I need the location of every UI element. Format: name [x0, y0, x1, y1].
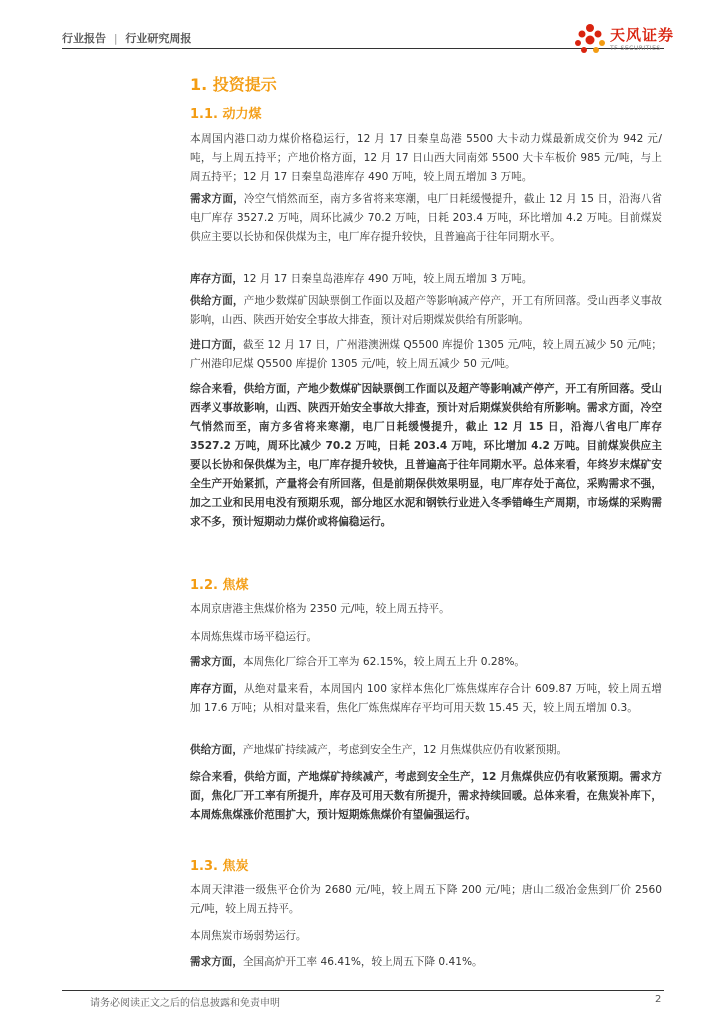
- paragraph: 本周焦炭市场弱势运行。: [190, 930, 307, 942]
- header-category: 行业报告: [62, 32, 106, 45]
- subsection-title-thermal-coal: 1.1. 动力煤: [190, 107, 262, 122]
- subsection-title-coke: 1.3. 焦炭: [190, 859, 249, 874]
- paragraph: 供给方面，产地煤矿持续减产，考虑到安全生产，12 月焦煤供应仍有收紧预期。: [190, 744, 568, 756]
- summary-paragraph: 综合来看，供给方面，产地煤矿持续减产，考虑到安全生产，12 月焦煤供应仍有收紧预期。需求方面，焦化厂开工率有所提升，库存及可用天数有所提升，需求持续回暖。总体来看，在焦炭补库下，本周炼焦煤涨价范围扩大，预计短期炼焦煤价有望偏强运行。: [190, 771, 662, 821]
- paragraph: 进口方面，截至 12 月 17 日，广州港澳洲煤 Q5500 库提价 1305 元/吨，较上周五减少 50 元/吨；广州港印尼煤 Q5500 库提价 1305 元/吨，较上周五减少 50 元/吨。: [190, 339, 663, 370]
- logo-subtitle: TF SECURITIES: [610, 45, 661, 52]
- page-number: 2: [655, 994, 662, 1005]
- paragraph: 需求方面，全国高炉开工率 46.41%，较上周五下降 0.41%。: [190, 956, 483, 968]
- header-separator: |: [113, 32, 118, 45]
- subsection-title-coking-coal: 1.2. 焦煤: [190, 578, 249, 593]
- summary-paragraph: 综合来看，供给方面，产地少数煤矿因缺票倒工作面以及超产等影响减产停产，开工有所回落。受山西孝义事故影响，山西、陕西开始安全事故大排查，预计对后期煤炭供给有所影响。需求方面，冷空气悄然而至，南方多省将来寒潮，电厂日耗缓慢提升，截止 12 月 15 日，沿海八省电厂库存 3527.2 万吨，周环比减少 70.2 万吨，日耗 203.4 万吨，环比增加 4.2 万吨。目前煤炭供应主要以长协和保供煤为主，电厂库存提升较快，且普遍高于往年同期水平。总体来看，年终岁末煤矿安全生产开始紧抓，产量将会有所回落，但是前期保供效果明显，电厂库存处于高位，采购需求不强，加之工业和民用电没有预期乐观，部分地区水泥和钢铁行业进入冬季错峰生产周期，市场煤的采购需求不多，预计短期动力煤价或将偏稳运行。: [190, 383, 662, 528]
- paragraph: 本周国内港口动力煤价格稳运行，12 月 17 日秦皇岛港 5500 大卡动力煤最新成交价为 942 元/吨，与上周五持平；产地价格方面，12 月 17 日山西大同南郊 5500 大卡车板价 985 元/吨，与上周五持平；12 月 17 日秦皇岛港库存 490 万吨，较上周五增加 3 万吨。: [190, 133, 662, 183]
- report-header: [62, 30, 191, 46]
- footer-divider: [62, 990, 664, 991]
- paragraph: 需求方面，冷空气悄然而至，南方多省将来寒潮，电厂日耗缓慢提升，截止 12 月 15 日，沿海八省电厂库存 3527.2 万吨，周环比减少 70.2 万吨，日耗 203.4 万吨，环比增加 4.2 万吨。目前煤炭供应主要以长协和保供煤为主，电厂库存提升较快，且普遍高于往年同期水平。: [190, 193, 663, 243]
- paragraph: 本周天津港一级焦平仓价为 2680 元/吨，较上周五下降 200 元/吨；唐山二级冶金焦到厂价 2560 元/吨，较上周五持平。: [190, 884, 662, 915]
- paragraph: 本周京唐港主焦煤价格为 2350 元/吨，较上周五持平。: [190, 603, 450, 615]
- header-subcategory: 行业研究周报: [125, 32, 192, 45]
- section-title-investment-tips: 1. 投资提示: [190, 75, 277, 94]
- paragraph: 库存方面，从绝对量来看，本周国内 100 家样本焦化厂炼焦煤库存合计 609.87 万吨，较上周五增加 17.6 万吨；从相对量来看，焦化厂炼焦煤库存平均可用天数 15.45 天，较上周五增加 0.3。: [190, 683, 663, 714]
- logo-name: 天风证券: [610, 26, 675, 44]
- paragraph: 库存方面，12 月 17 日秦皇岛港库存 490 万吨，较上周五增加 3 万吨。: [190, 273, 533, 285]
- paragraph: 本周炼焦煤市场平稳运行。: [190, 631, 318, 643]
- paragraph: 供给方面，产地少数煤矿因缺票倒工作面以及超产等影响减产停产，开工有所回落。受山西孝义事故影响，山西、陕西开始安全事故大排查，预计对后期煤炭供给有所影响。: [190, 295, 663, 326]
- paragraph: 需求方面，本周焦化厂综合开工率为 62.15%，较上周五上升 0.28%。: [190, 656, 526, 668]
- footer-disclaimer: 请务必阅读正文之后的信息披露和免责申明: [90, 998, 280, 1009]
